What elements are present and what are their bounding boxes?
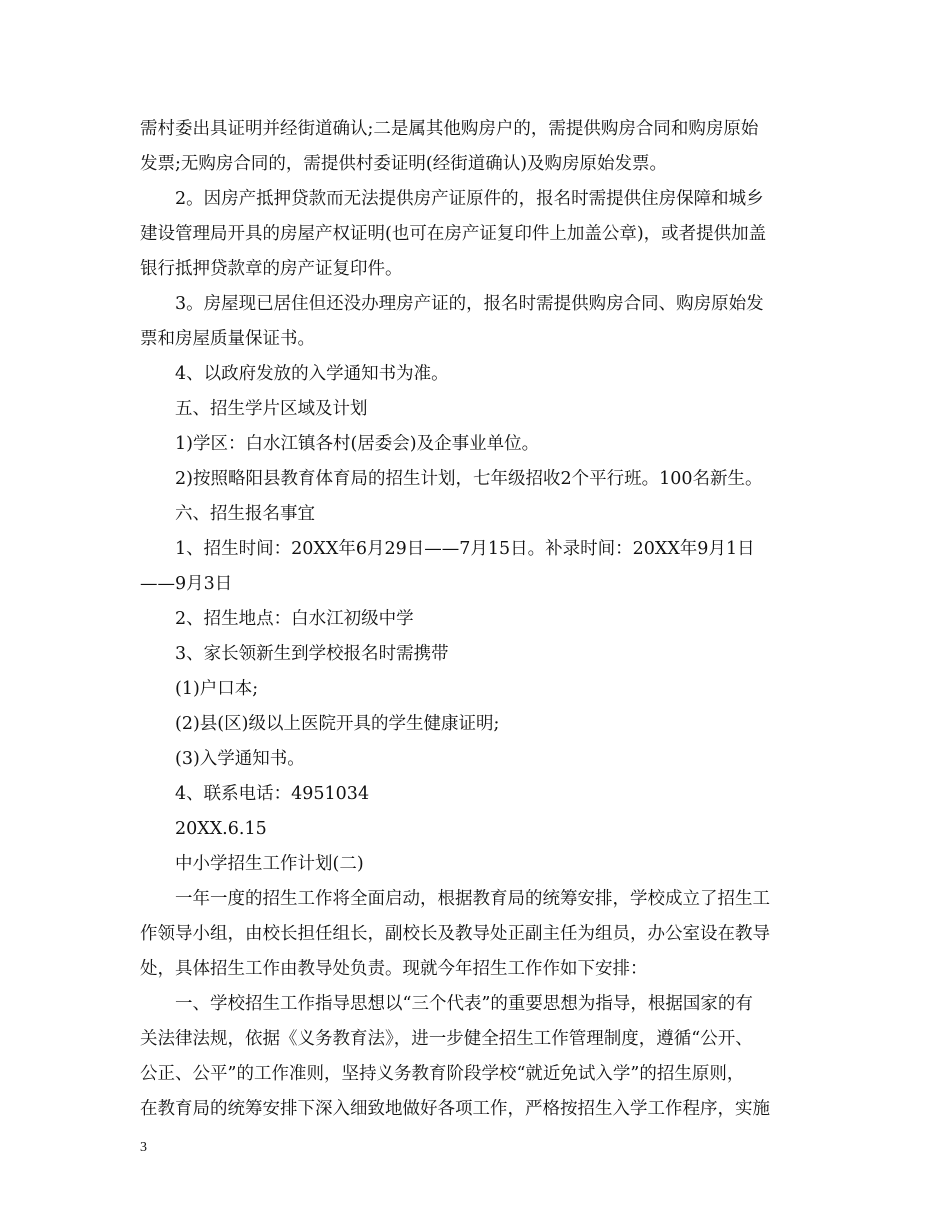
text-line: 在教育局的统筹安排下深入细致地做好各项工作，严格按招生入学工作程序，实施 [140, 1099, 770, 1119]
text-line: 票和房屋质量保证书。 [140, 329, 315, 349]
section-heading: 六、招生报名事宜 [175, 504, 315, 524]
text-line: 处，具体招生工作由教导处负责。现就今年招生工作作如下安排： [140, 959, 648, 979]
text-line: 一、学校招生工作指导思想以“三个代表”的重要思想为指导，根据国家的有 [175, 994, 753, 1014]
date-line: 20XX.6.15 [175, 819, 267, 839]
text-line: 2)按照略阳县教育体育局的招生计划，七年级招收2个平行班。100名新生。 [175, 469, 763, 489]
text-line: 关法律法规，依据《义务教育法》，进一步健全招生工作管理制度，遵循“公开、 [140, 1029, 753, 1049]
text-line: 发票;无购房合同的，需提供村委证明(经街道确认)及购房原始发票。 [140, 154, 668, 174]
text-line: 3、家长领新生到学校报名时需携带 [175, 644, 449, 664]
text-line: 1、招生时间：20XX年6月29日——7月15日。补录时间：20XX年9月1日 [175, 539, 755, 559]
page-number: 3 [140, 1140, 147, 1155]
text-line: 建设管理局开具的房屋产权证明(也可在房产证复印件上加盖公章)，或者提供加盖 [140, 224, 767, 244]
document-subtitle: 中小学招生工作计划(二) [175, 854, 364, 874]
text-line: 3。房屋现已居住但还没办理房产证的，报名时需提供购房合同、购房原始发 [175, 294, 764, 314]
text-line: 4、联系电话：4951034 [175, 784, 370, 804]
list-item: (3)入学通知书。 [175, 749, 305, 769]
text-line: 需村委出具证明并经街道确认;二是属其他购房户的，需提供购房合同和购房原始 [140, 119, 759, 139]
text-line: 1)学区：白水江镇各村(居委会)及企事业单位。 [175, 434, 540, 454]
section-heading: 五、招生学片区域及计划 [175, 399, 368, 419]
text-line: 2、招生地点：白水江初级中学 [175, 609, 414, 629]
text-line: 作领导小组，由校长担任组长，副校长及教导处正副主任为组员，办公室设在教导 [140, 924, 770, 944]
text-line: 4、以政府发放的入学通知书为准。 [175, 364, 449, 384]
text-line: ——9月3日 [140, 574, 233, 594]
text-line: 2。因房产抵押贷款而无法提供房产证原件的，报名时需提供住房保障和城乡 [175, 189, 764, 209]
text-line: 一年一度的招生工作将全面启动，根据教育局的统筹安排，学校成立了招生工 [175, 889, 770, 909]
text-line: 公正、公平”的工作准则，坚持义务教育阶段学校“就近免试入学”的招生原则， [140, 1064, 745, 1084]
text-line: 银行抵押贷款章的房产证复印件。 [140, 259, 403, 279]
list-item: (2)县(区)级以上医院开具的学生健康证明; [175, 714, 500, 734]
list-item: (1)户口本; [175, 679, 259, 699]
